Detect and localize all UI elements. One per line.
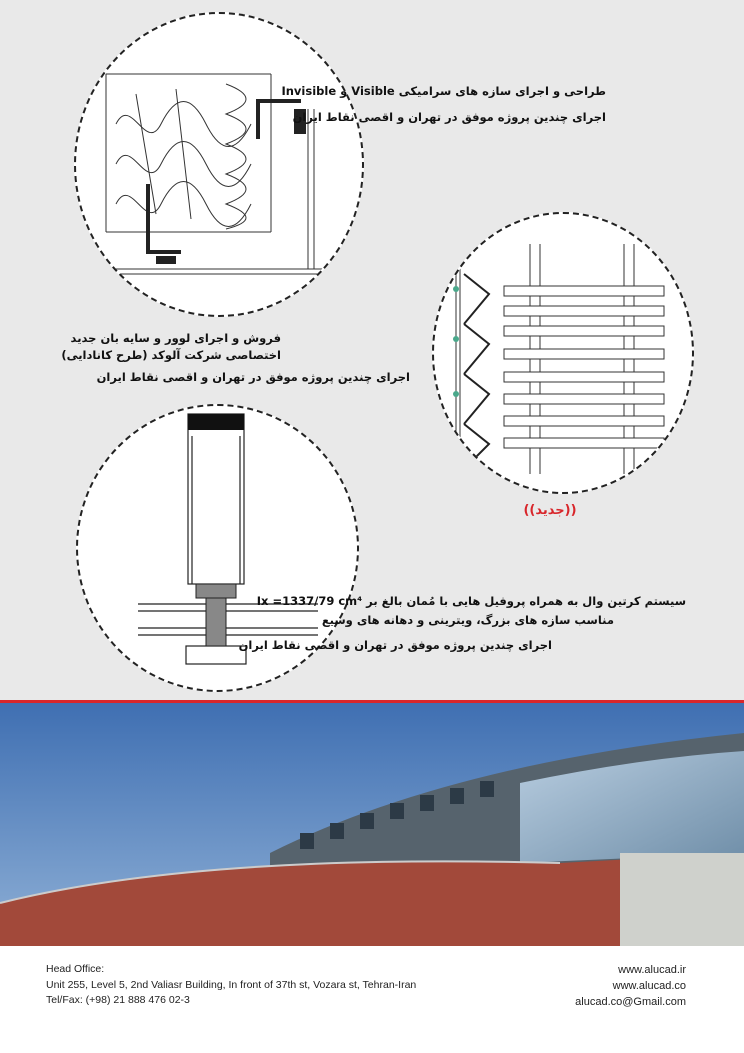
footer-contact-block	[575, 962, 686, 1010]
website-co-link[interactable]: www.alucad.co	[612, 980, 686, 992]
caption-curtain-line1: سیستم کرتین وال به همراه پروفیل هایی با مُمان بالغ بر Ix =1337/79 cm⁴	[256, 594, 686, 608]
caption-ceramic-line2: اجرای چندین پروژه موفق در تهران و اقصی نقاط ایران	[292, 110, 606, 124]
caption-curtain-line3: اجرای چندین پروژه موفق در تهران و اقصی نقاط ایران	[238, 638, 552, 652]
caption-ceramic-line1: طراحی و اجرای سازه های سرامیکی Visible و Invisible	[281, 84, 606, 98]
ceramic-detail-drawing	[76, 14, 362, 315]
email-link[interactable]: alucad.co@Gmail.com	[575, 996, 686, 1008]
caption-louver-line2: اختصاصی شرکت آلوکد (طرح کانادایی)	[61, 348, 281, 362]
louver-detail-drawing	[434, 214, 692, 492]
building-photo	[0, 703, 744, 946]
building-illustration	[0, 703, 744, 946]
louver-detail-circle	[432, 212, 694, 494]
footer-address-block	[46, 962, 416, 1009]
office-address: Unit 255, Level 5, 2nd Valiasr Building, In front of 37th st, Vozara st, Tehran-Iran	[46, 978, 417, 991]
website-ir-link[interactable]: www.alucad.ir	[618, 964, 686, 976]
caption-curtain-line2: مناسب سازه های بزرگ، ویترینی و دهانه های وسیع	[321, 613, 614, 627]
caption-louver-line3: اجرای چندین پروژه موفق در تهران و اقصی نقاط ایران	[96, 370, 410, 384]
caption-louver-line1: فروش و اجرای لوور و سایه بان جدید	[70, 331, 281, 345]
head-office-label: Head Office:	[46, 963, 105, 975]
ceramic-detail-circle	[74, 12, 364, 317]
new-tag: ((جدید))	[523, 503, 577, 518]
tel-fax: Tel/Fax: (+98) 21 888 476 02-3	[46, 994, 190, 1006]
